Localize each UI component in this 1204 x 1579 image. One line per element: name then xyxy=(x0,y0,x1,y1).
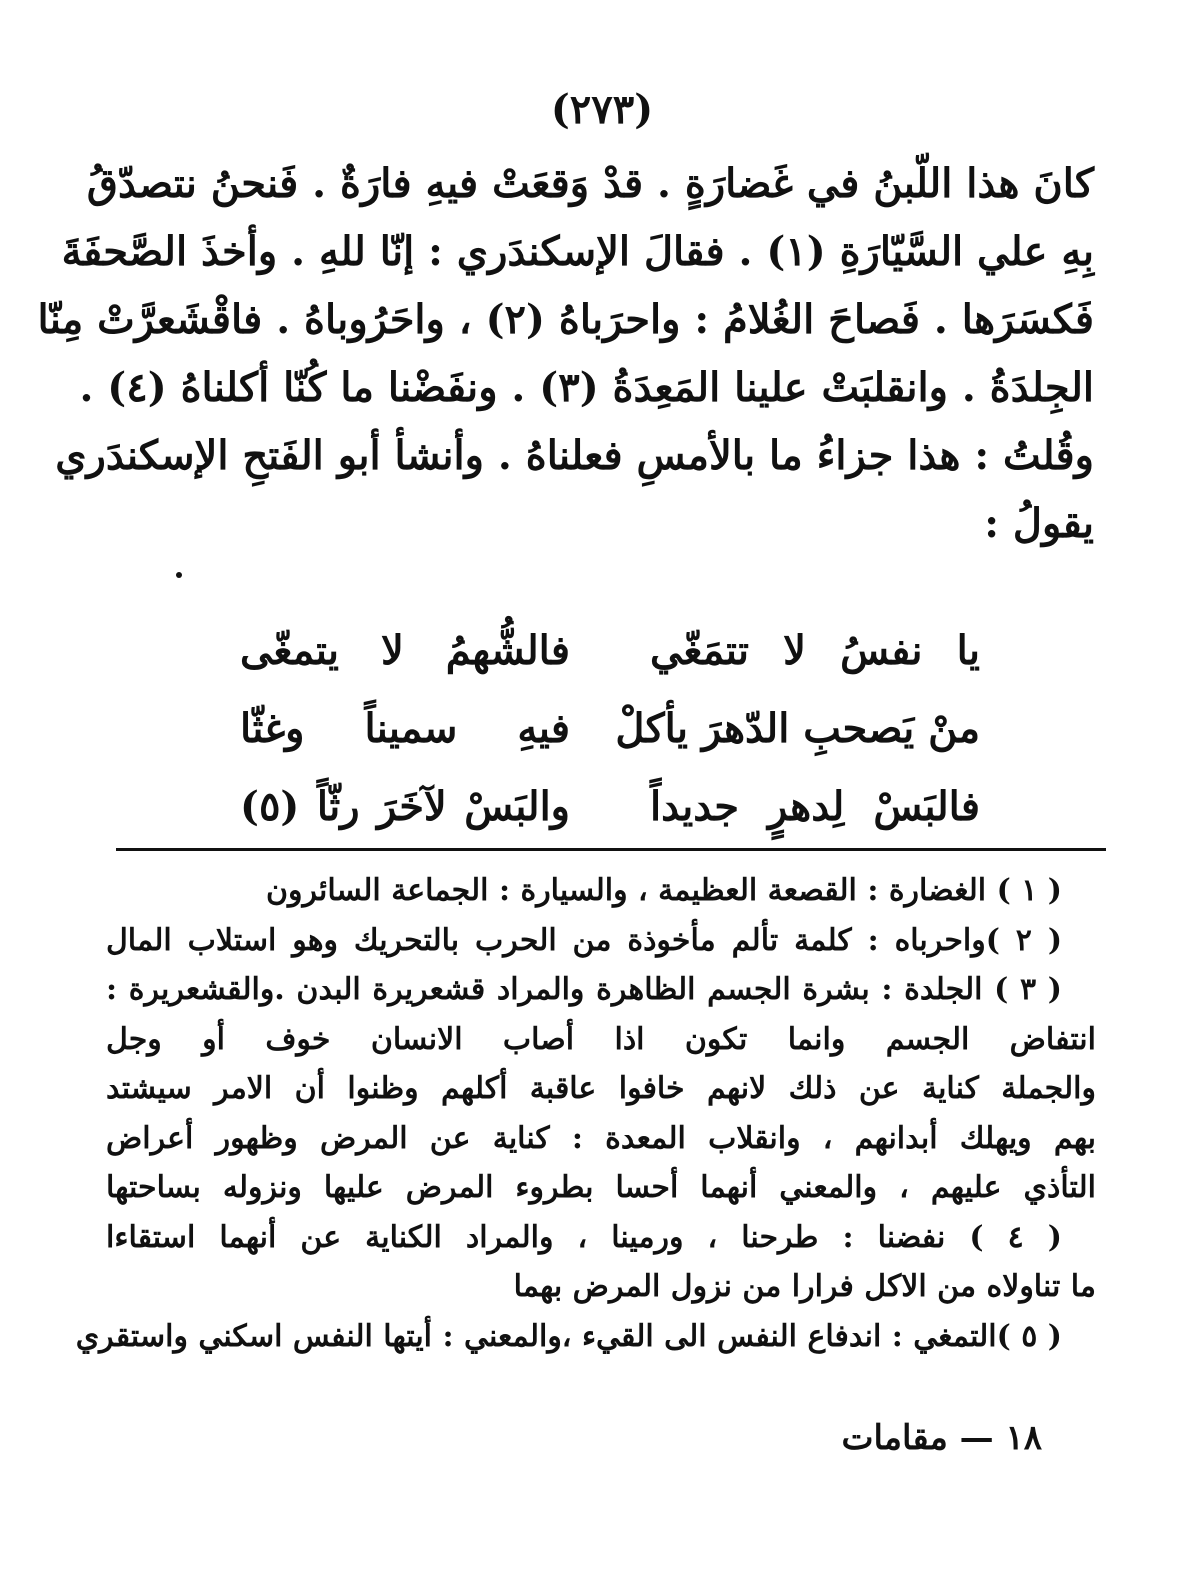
text-line: وقُلتُ : هذا جزاءُ ما بالأمسِ فعلناهُ . وأنشأ أبو الفَتحِ الإسكندَري xyxy=(55,432,1094,479)
footnote-line: ( ٢ )واحرباه : كلمة تألم مأخوذة من الحرب بالتحريك وهو استلاب المال xyxy=(106,922,1063,958)
text-line: كانَ هذا اللّبنُ في غَضارَةٍ . قدْ وَقعَتْ فيهِ فارَةٌ . فَنحنُ نتصدّقُ xyxy=(86,160,1094,207)
footnote-line: ما تناولاه من الاكل فرارا من نزول المرض بهما xyxy=(513,1269,1096,1304)
signature-mark: ١٨ — مقامات xyxy=(841,1418,1042,1458)
text-line: يقولُ : xyxy=(984,500,1094,547)
footnote-divider xyxy=(116,848,1106,851)
footnote-line: انتفاض الجسم وانما تكون اذا أصاب الانسان خوف أو وجل xyxy=(106,1021,1096,1057)
poem-verse xyxy=(240,690,980,768)
footnote-line: بهم ويهلك أبدانهم ، وانقلاب المعدة : كناية عن المرض وظهور أعراض xyxy=(106,1120,1096,1156)
print-speck xyxy=(176,572,182,578)
main-text xyxy=(37,150,1094,558)
poem-verse xyxy=(240,612,980,690)
text-line: الجِلدَةُ . وانقلبَتْ علينا المَعِدَةُ (٣) . ونفَضْنا ما كُنّا أكلناهُ (٤) . xyxy=(79,364,1094,411)
verse-first-hemistich: يا نفسُ لا تتمَغّي xyxy=(650,627,980,674)
verse-first-hemistich: منْ يَصحبِ الدّهرَ يأكلْ xyxy=(615,705,980,752)
footnote-line: ( ١ ) الغضارة : القصعة العظيمة ، والسيارة : الجماعة السائرون xyxy=(265,873,1062,908)
poem-verse xyxy=(240,768,980,846)
footnote-line: ( ٣ ) الجلدة : بشرة الجسم الظاهرة والمراد قشعريرة البدن .والقشعريرة : xyxy=(106,972,1063,1007)
footnote-line: التأذي عليهم ، والمعني أنهما أحسا بطروء المرض عليها ونزوله بساحتها xyxy=(106,1170,1096,1205)
verse-first-hemistich: فالبَسْ لِدهرٍ جديداً xyxy=(650,783,980,830)
footnote-line: ( ٥ )التمغي : اندفاع النفس الى القيء ،والمعني : أيتها النفس اسكني واستقري xyxy=(75,1318,1062,1354)
footnote-line: ( ٤ ) نفضنا : طرحنا ، ورمينا ، والمراد الكناية عن أنهما استقاءا xyxy=(106,1219,1062,1255)
verse-second-hemistich: والبَسْ لآخَرَ رثّاً (٥) xyxy=(240,783,570,830)
text-line: بِهِ علي السَّيّارَةِ (١) . فقالَ الإسكندَري : إنّا للهِ . وأخذَ الصَّحفَةَ xyxy=(61,228,1094,275)
poem xyxy=(240,612,980,846)
verse-second-hemistich: فالشُّهمُ لا يتمغّى xyxy=(240,627,570,674)
verse-second-hemistich: فيهِ سميناً وغثّا xyxy=(240,705,570,752)
footnotes xyxy=(75,866,1096,1361)
page-number: (٢٧٣) xyxy=(550,86,654,133)
text-line: فَكسَرَها . فَصاحَ الغُلامُ : واحرَباهُ (٢) ، واحَرُوباهُ . فاقْشَعرَّتْ مِنّا xyxy=(37,296,1094,343)
footnote-line: والجملة كناية عن ذلك لانهم خافوا عاقبة أكلهم وظنوا أن الامر سيشتد xyxy=(106,1071,1096,1106)
